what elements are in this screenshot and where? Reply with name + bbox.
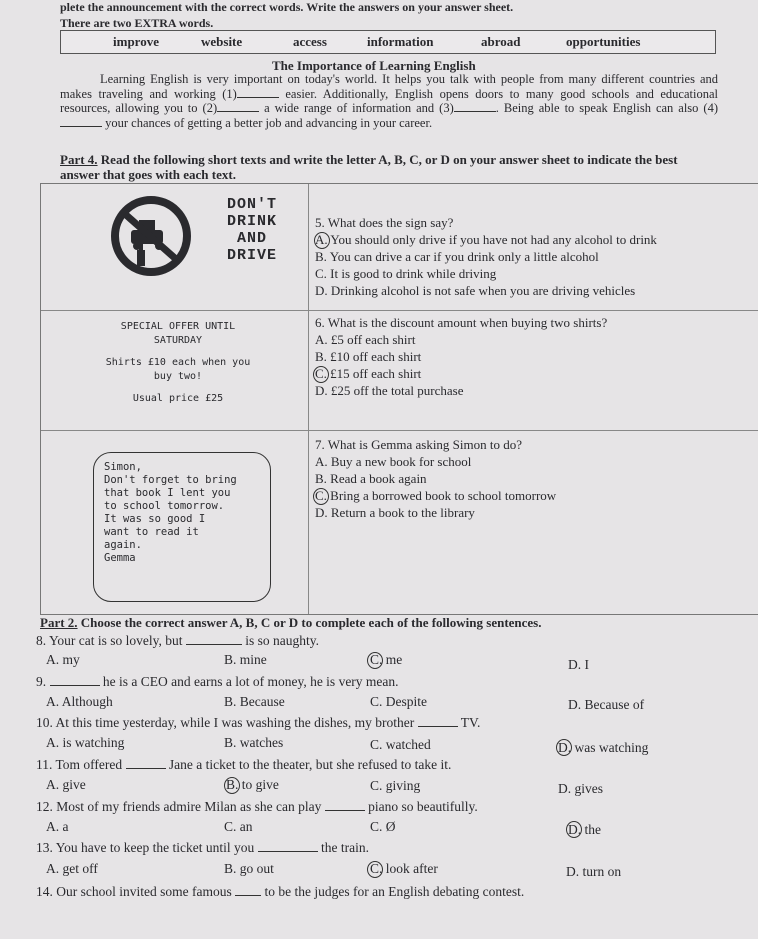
answer-circle-mark — [566, 821, 582, 838]
answer-option: A. You should only drive if you have not had any alcohol to drink — [315, 232, 657, 247]
notice-line: SPECIAL OFFER UNTIL — [120, 321, 236, 332]
answer-option: C. giving — [370, 778, 421, 793]
question-text: piano so beautifully. — [368, 799, 478, 814]
answer-option: B. watches — [224, 735, 284, 750]
question-5 — [315, 214, 755, 299]
note-line: again. — [104, 539, 142, 551]
part2-instruction — [40, 615, 542, 631]
question-text: Jane a ticket to the theater, but she refused to take it. — [168, 757, 452, 772]
answer-option: D. Because of — [568, 697, 645, 712]
part2-label: Part 2. — [40, 615, 78, 630]
answer-blank — [235, 895, 261, 896]
question-text: to be the judges for an English debating contest. — [264, 884, 525, 899]
question-text: 13. You have to keep the ticket until you — [36, 840, 255, 855]
part4-instruction — [60, 152, 720, 182]
blank-2 — [217, 101, 259, 112]
table-column-divider — [308, 184, 309, 614]
note-line: Don't forget to bring — [104, 474, 237, 486]
question-8 — [36, 633, 319, 649]
reading-table — [40, 183, 758, 615]
answer-option: C. Despite — [370, 694, 427, 709]
answer-option: A. get off — [46, 861, 98, 876]
passage-text — [60, 72, 718, 130]
answer-option: D. the — [568, 822, 601, 837]
table-row-divider — [41, 310, 758, 311]
word-option: website — [201, 34, 243, 49]
answer-circle-mark — [367, 861, 383, 878]
answer-option: C. me — [370, 652, 403, 667]
answer-blank — [325, 810, 365, 811]
question-6 — [315, 314, 755, 399]
table-row-divider — [41, 430, 758, 431]
no-drink-drive-sign — [109, 192, 297, 282]
question-text: he is a CEO and earns a lot of money, he is very mean. — [102, 674, 399, 689]
extra-words-note: There are two EXTRA words. — [60, 16, 214, 30]
answer-option: B. £10 off each shirt — [315, 349, 422, 364]
question-text: is so naughty. — [245, 633, 320, 648]
answer-option: D. I — [568, 657, 589, 672]
sign-line: DRIVE — [226, 247, 277, 264]
answer-option: A. my — [46, 652, 80, 667]
answer-blank — [50, 685, 100, 686]
answer-option: A. Although — [46, 694, 113, 709]
answer-option: D. Drinking alcohol is not safe when you are driving vehicles — [315, 283, 636, 298]
no-alcohol-icon — [109, 194, 193, 278]
answer-option: A. give — [46, 777, 86, 792]
question-10 — [36, 715, 480, 731]
question-9 — [36, 674, 399, 690]
question-text: the train. — [320, 840, 369, 855]
part4-label: Part 4. — [60, 152, 98, 167]
note-line: Simon, — [104, 461, 142, 473]
answer-option: C. look after — [370, 861, 438, 876]
question-text: 9. — [36, 674, 47, 689]
question-text: 11. Tom offered — [36, 757, 123, 772]
answer-option: A. £5 off each shirt — [315, 332, 416, 347]
answer-circle-mark — [313, 488, 329, 505]
answer-option: B. mine — [224, 652, 267, 667]
passage-sentence: Learning English is very important on today's world. It helps you talk with people from many different countries and makes traveling and working (1) — [60, 72, 718, 101]
answer-blank — [418, 726, 458, 727]
passage-sentence: a wide range of information and (3) — [264, 101, 454, 115]
question-14 — [36, 884, 524, 900]
answer-option: A. Buy a new book for school — [315, 454, 472, 469]
notice-line: buy two! — [153, 371, 203, 382]
answer-blank — [258, 851, 318, 852]
note-line: to school tomorrow. — [104, 500, 225, 512]
sign-line: AND — [236, 230, 267, 247]
answer-blank — [186, 644, 242, 645]
answer-circle-mark — [367, 652, 383, 669]
note-card — [93, 452, 271, 602]
blank-1 — [237, 87, 279, 98]
answer-option: B. You can drive a car if you drink only a little alcohol — [315, 249, 599, 264]
answer-option: C. £15 off each shirt — [315, 366, 422, 381]
question-text: 10. At this time yesterday, while I was washing the dishes, my brother — [36, 715, 415, 730]
answer-option: C. Bring a borrowed book to school tomorrow — [315, 488, 557, 503]
special-offer-notice — [53, 320, 303, 406]
note-line: It was so good I — [104, 513, 206, 525]
answer-option: C. an — [224, 819, 253, 834]
answer-option: B. go out — [224, 861, 274, 876]
blank-4 — [60, 116, 102, 127]
passage-sentence: easier. Additionally, English opens doors to many good schools and educational resources, allowing you to (2) — [60, 86, 718, 115]
sign-line: DRINK — [226, 213, 277, 230]
note-line: Gemma — [104, 552, 136, 564]
question-12 — [36, 799, 478, 815]
passage-sentence: your chances of getting a better job and advancing in your career. — [105, 115, 433, 130]
answer-option: B. Read a book again — [315, 471, 427, 486]
question-13 — [36, 840, 369, 856]
answer-option: C. watched — [370, 737, 431, 752]
answer-option: D. Return a book to the library — [315, 505, 475, 520]
answer-circle-mark — [314, 232, 330, 249]
note-line: that book I lent you — [104, 487, 231, 499]
answer-circle-mark — [224, 777, 240, 794]
word-option: abroad — [481, 34, 521, 49]
word-option: access — [293, 34, 327, 49]
word-option: information — [367, 34, 434, 49]
answer-option: D. gives — [558, 781, 603, 796]
word-option: opportunities — [566, 34, 641, 49]
part2-text: Choose the correct answer A, B, C or D to complete each of the following sentences. — [80, 615, 542, 630]
sign-text — [197, 196, 307, 264]
answer-option: A. is watching — [46, 735, 125, 750]
answer-option: C. It is good to drink while driving — [315, 266, 497, 281]
answer-option: A. a — [46, 819, 69, 834]
question-text: 8. Your cat is so lovely, but — [36, 633, 183, 648]
question-text: 5. What does the sign say? — [315, 215, 454, 230]
exercise-instruction: plete the announcement with the correct words. Write the answers on your answer sheet. — [60, 0, 514, 14]
sign-line: DON'T — [226, 196, 277, 213]
answer-option: C. Ø — [370, 819, 396, 834]
answer-blank — [126, 768, 166, 769]
note-line: want to read it — [104, 526, 199, 538]
notice-line: SATURDAY — [153, 335, 203, 346]
notice-line: Usual price £25 — [132, 393, 224, 404]
question-text: 7. What is Gemma asking Simon to do? — [315, 437, 523, 452]
answer-option: D. turn on — [566, 864, 622, 879]
question-text: TV. — [460, 715, 481, 730]
question-7 — [315, 436, 755, 521]
passage-title: The Importance of Learning English — [272, 58, 476, 73]
passage-sentence: . Being able to speak English can also (4) — [495, 101, 718, 115]
question-text: 12. Most of my friends admire Milan as she can play — [36, 799, 322, 814]
answer-circle-mark — [556, 739, 572, 756]
word-box — [60, 30, 716, 54]
answer-circle-mark — [313, 366, 329, 383]
answer-option: B. to give — [226, 777, 279, 792]
notice-line: Shirts £10 each when you — [105, 357, 251, 368]
question-text: 14. Our school invited some famous — [36, 884, 232, 899]
question-text: 6. What is the discount amount when buying two shirts? — [315, 315, 608, 330]
answer-option: D. £25 off the total purchase — [315, 383, 464, 398]
blank-3 — [454, 101, 496, 112]
word-option: improve — [113, 34, 159, 49]
question-11 — [36, 757, 451, 773]
answer-option: B. Because — [224, 694, 285, 709]
part4-text: Read the following short texts and write the letter A, B, C, or D on your answer sheet to indicate the best answer that goes with each text. — [60, 152, 678, 182]
answer-option: D. was watching — [558, 740, 649, 755]
